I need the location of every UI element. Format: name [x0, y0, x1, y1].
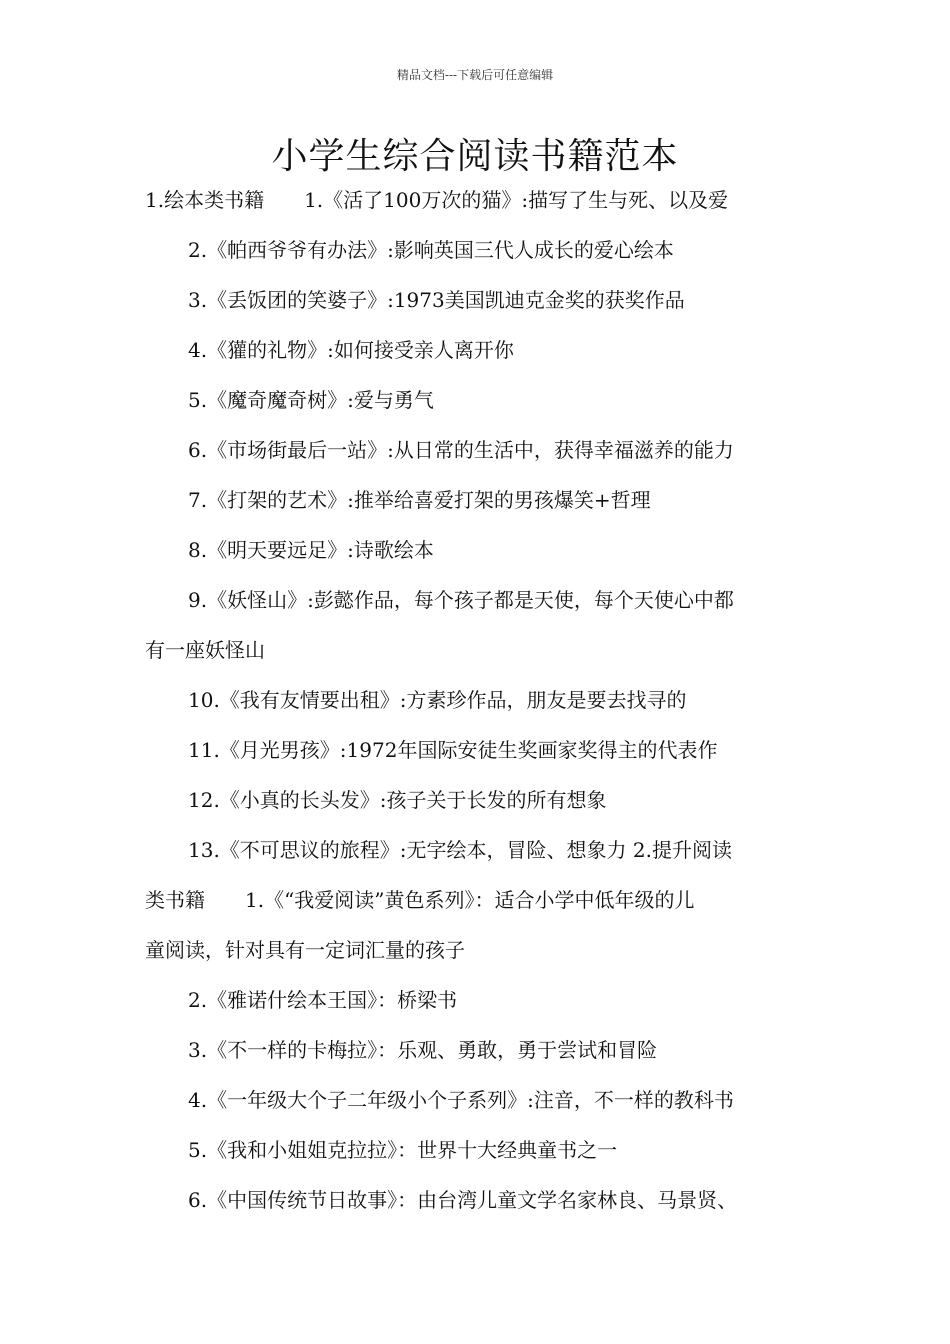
- text-line: 8.《明天要远足》:诗歌绘本: [188, 538, 434, 562]
- text-line: 2.《帕西爷爷有办法》:影响英国三代人成长的爱心绘本: [188, 238, 674, 262]
- text-line: 1.绘本类书籍 1.《活了100万次的猫》:描写了生与死、以及爱: [145, 188, 729, 212]
- text-line: 6.《中国传统节日故事》：由台湾儿童文学名家林良、马景贤、: [188, 1188, 738, 1212]
- text-line: 6.《市场街最后一站》:从日常的生活中，获得幸福滋养的能力: [188, 438, 734, 462]
- page-header: 精品文档---下载后可任意编辑: [396, 68, 554, 82]
- text-line: 童阅读，针对具有一定词汇量的孩子: [145, 938, 465, 962]
- text-line: 10.《我有友情要出租》:方素珍作品，朋友是要去找寻的: [188, 688, 687, 712]
- text-line: 4.《獾的礼物》:如何接受亲人离开你: [188, 338, 514, 362]
- text-line: 3.《丢饭团的笑婆子》:1973美国凯迪克金奖的获奖作品: [188, 288, 685, 312]
- text-line: 类书籍 1.《“我爱阅读”黄色系列》：适合小学中低年级的儿: [145, 888, 695, 912]
- text-line: 5.《我和小姐姐克拉拉》：世界十大经典童书之一: [188, 1138, 618, 1162]
- text-line: 5.《魔奇魔奇树》:爱与勇气: [188, 388, 434, 412]
- text-line: 11.《月光男孩》:1972年国际安徒生奖画家奖得主的代表作: [188, 738, 718, 762]
- text-line: 13.《不可思议的旅程》:无字绘本，冒险、想象力 2.提升阅读: [188, 838, 732, 862]
- text-line: 4.《一年级大个子二年级小个子系列》:注音，不一样的教科书: [188, 1088, 734, 1112]
- text-line: 9.《妖怪山》:彭懿作品，每个孩子都是天使，每个天使心中都: [188, 588, 734, 612]
- page-title: 小学生综合阅读书籍范本: [271, 136, 679, 177]
- text-line: 12.《小真的长头发》:孩子关于长发的所有想象: [188, 788, 607, 812]
- text-line: 2.《雅诺什绘本王国》：桥梁书: [188, 988, 458, 1012]
- text-line: 有一座妖怪山: [145, 638, 265, 662]
- text-line: 7.《打架的艺术》:推举给喜爱打架的男孩爆笑+哲理: [188, 488, 651, 512]
- text-line: 3.《不一样的卡梅拉》：乐观、勇敢，勇于尝试和冒险: [188, 1038, 658, 1062]
